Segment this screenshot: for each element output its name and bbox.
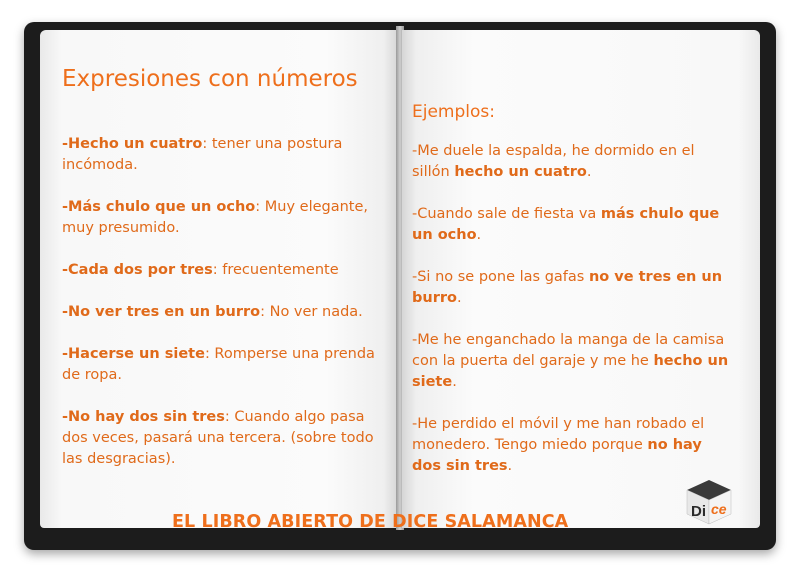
- left-page: [40, 30, 398, 528]
- example-highlight: hecho un cuatro: [454, 164, 587, 180]
- expression-term: -Hecho un cuatro: [62, 136, 203, 152]
- footer-caption: EL LIBRO ABIERTO DE DICE SALAMANCA: [172, 512, 569, 532]
- example-item: [412, 330, 730, 393]
- dice-cube-logo-icon: [683, 478, 735, 526]
- example-text: -Cuando sale de fiesta va: [412, 206, 601, 222]
- expression-definition: : Romperse una prenda de ropa.: [62, 346, 375, 383]
- expression-definition: : No ver nada.: [260, 304, 363, 320]
- page-title: Expresiones con números: [62, 66, 358, 92]
- example-highlight: hecho un siete: [412, 353, 729, 390]
- example-item: [412, 204, 730, 246]
- list-item: [62, 407, 380, 470]
- expression-definition: : Muy elegante, muy presumido.: [62, 199, 369, 236]
- example-text: .: [456, 290, 462, 306]
- list-item: [62, 260, 380, 281]
- example-text: .: [452, 374, 457, 390]
- expression-term: -Más chulo que un ocho: [62, 199, 256, 215]
- example-item: [412, 267, 730, 309]
- expression-definition: : frecuentemente: [212, 262, 339, 278]
- right-page: [402, 30, 760, 528]
- example-text: -He perdido el móvil y me han robado el monedero. Tengo miedo porque: [412, 416, 705, 453]
- example-item: [412, 141, 730, 183]
- examples-title: Ejemplos:: [412, 102, 495, 122]
- example-highlight: no ve tres en un burro: [412, 269, 723, 306]
- example-text: .: [476, 227, 482, 243]
- list-item: [62, 134, 380, 176]
- list-item: [62, 197, 380, 239]
- list-item: [62, 344, 380, 386]
- expression-term: -Hacerse un siete: [62, 346, 205, 362]
- expression-definition: : tener una postura incómoda.: [62, 136, 343, 173]
- example-text: -Me duele la espalda, he dormido en el sillón: [412, 143, 695, 180]
- example-text: .: [586, 164, 592, 180]
- logo-text-di: Di: [691, 503, 706, 520]
- expression-term: -No hay dos sin tres: [62, 409, 225, 425]
- expressions-list: [62, 134, 380, 491]
- example-highlight: no hay dos sin tres: [412, 437, 702, 474]
- example-item: [412, 414, 730, 477]
- list-item: [62, 302, 380, 323]
- example-highlight: más chulo que un ocho: [412, 206, 720, 243]
- example-text: .: [507, 458, 513, 474]
- expression-term: -Cada dos por tres: [62, 262, 213, 278]
- expression-definition: : Cuando algo pasa dos veces, pasará una tercera. (sobre todo las desgracias).: [62, 409, 374, 467]
- expression-term: -No ver tres en un burro: [62, 304, 261, 320]
- example-text: -Si no se pone las gafas: [412, 269, 589, 285]
- examples-list: [412, 141, 730, 498]
- example-text: -Me he enganchado la manga de la camisa con la puerta del garaje y me he: [412, 332, 725, 369]
- logo-text-ce: ce: [711, 501, 727, 517]
